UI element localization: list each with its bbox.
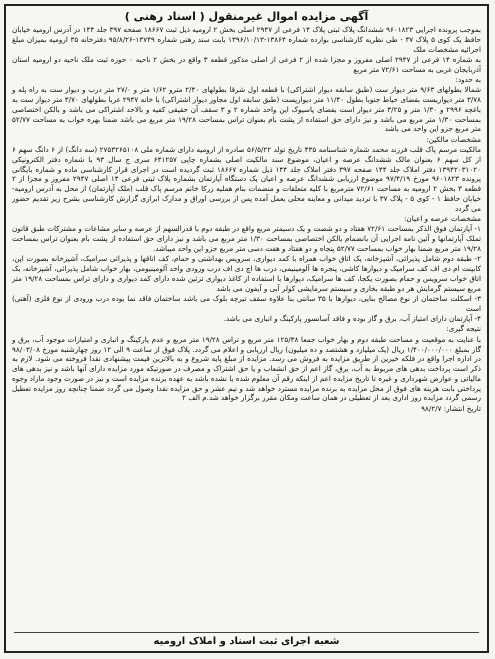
footer-divider (14, 632, 479, 633)
publication-date: تاریخ انتشار: ۹۸/۲/۷ (421, 403, 481, 413)
notice-title: آگهی مزایده اموال غیرمنقول ( اسناد رهنی ) (124, 10, 369, 23)
paragraph-intro: بموجب پرونده اجرایی ۹۶۰۱۸۲۳ ششدانگ پلاک ثبتی پلاک ۱۴ فرعی از ۲۹۴۷ اصلی بخش ۲ ارومیه ذیل ثبت ۱۸۶۶۷ صفحه ۳۹۷ جلد ۱۴۴ در آدرس ارومیه خیابان حافظ یک کوی ۵ پلاک ۳۷ - طی نظریه کارشناسی بوارده شماره ۱۳۸۶۴-۱۳۹۶/۱۰/۱۳ بابت سند رهنی شماره ۱۳۷۴۹-۹۵/۸/۲۶ دفترخانه ۳۵ ارومیه بمیزان مبلغ اجرائیه مشخصات ملک (12, 25, 481, 54)
paragraph-conclusion-heading: نتیجه گیری: (446, 324, 481, 334)
paragraph-plaque: به شماره ۱۴ فرعی از ۲۹۴۷ اصلی مفروز و مجزا شده از ۲ فرعی از اصلی مذکور قطعه ۳ واقع در بخش ۲ ناحیه ۰ حوزه ثبت ملک ناحیه دو ارومیه استان آذربایجان غربی به مساحت ۷۲/۶۱ متر مربع (12, 54, 482, 74)
paragraph-spec-2: ۲- طبقه دوم شامل پذیرائی، آشپزخانه، یک اتاق خواب همراه با کمد دیواری، سرویس بهداشتی و حمام، کف اتاقها و پذیرائی سرامیک، آشپزخانه بصورت اپن، کابینت ام دی اف کف سرامیک و دیوارها کاشی، پنجره ها آلومینیمی، درب ها اچ دی اف درب ورودی واحد آلومینیومی، بهار خواب شامل پذیرائی، آشپزخانه، یک اتاق خواب سرویس و حمام بصورت یکجا، کف ها سرامیک، دیوارها با استفاده از کاغذ دیواری تزئین شده دارای کمد دیواری و دارای تراس بمساحت ۱۹/۲۸ متر مربع سیستم گرمایش هر دو طبقه بخاری و سیستم سرمایشی کولر آبی و آیفون می باشد (12, 254, 481, 293)
paragraph-owners-heading: مشخصات مالکین: (426, 134, 481, 144)
paragraph-spec-3: ۳- اسکلت ساختمان از نوع مصالح بنایی، دیوارها با ۳۵ سانتی بنا علاوه سقف تیرچه بلوک می باشد ساختمان فاقد نما بوده درب ورودی از نوع فلزی (آهنی) است (12, 294, 481, 313)
paragraph-owners: مالکیت مرسم پاک قلب فرزند محمد شماره شناسنامه ۴۳۵ تاریخ تولد ۵۶/۵/۲۲ صادره از ارومیه دارای شماره ملی ۲۷۵۳۲۶۵۱۰۸ (سه دانگ) از ۶ دانگ سهم ۶ از کل سهم ۶ بعنوان مالک ششدانگ عرصه و اعیان، موضوع سند مالکیت اصلی بشماره چاپی ۶۴۱۲۵۷ سری ج سال ۹۳ با شماره دفتر الکترونیکی ۱۳۹۴۲۰۳۱۰۲۰ دفتر املاک جلد ۱۴۴ صفحه ۳۹۷ دفتر املاک جلد ۱۴۴ ذیل شماره ۱۸۶۶۷ ثبت گردیده است در اجرای قرار کارشناسی ماده و شماره بایگانی پرونده ۹۶۰۱۸۲۳ مورخ ۹۷/۴/۱۹ موضوع ارزیابی ششدانگ عرصه و اعیان یک دستگاه آپارتمان بشماره پلاک ثبتی فرعی ۱۴ اصلی ۲۹۴۷ مفروز و مجزا از ۲ قطعه ۳ بخش ۲ ارومیه به مساحت ۷۲/۶۱ مترمربع با کلیه متعلقات و منضمات بنام هملیه زرکا خانم مرسم پاک قلب (ملک آپارتمان) از محل به آدرس ارومیه- خیابان حافظ ۱ - کوی ۵ - پلاک ۳۷ با تردید میدانی و معاینه محلی بعمل آمده پس از بررسی اوراق و مدارک ابرازی گزارش کارشناسی بشرح زیر تقدیم حضور می گردد (12, 145, 482, 213)
paragraph-bounds-heading: به حدود: (455, 74, 481, 84)
paragraph-bounds: شمالا بطولهای ۹/۶۳ متر دیوار ست (طبق سابقه دیوار اشتراکی) با قطعه اول شرقا بطولهای ۲/۴۰ مترو ۱/۶۲ متر و ۲۷/۰ متر درب و دیوار ست به راه پله و ۳/۷۸ متر دیواریست بفضای حیاط جنوبا بطول ۱۱/۴۰ متر دیواریست (طبق سابقه اول مجاور دیوار اشتراکی) با خانه ۲۹۴۷ غربا بطولهای ۳/۷۰ متر دیوار ست به باغچه ۲۹۹۶ و ۱/۳۰ متر و ۳/۲۵ متر دیوار است بفضای پاسیوک این واحد شماره ۲ و ۳ سقف آن حقیقی کفیه و بالاحد اشتراکی می باشد و بالکن اختصاصی بمساحت ۱/۳۰ متر مربع می باشد و نیز دارای حق استفاده از پشت بام بعنوان تراس بمساحت ۱۹/۲۸ متر مربع می باشد ضمنا بهره خواب به مساحت ۵۲/۷۷ متر مربع جزو این واحد می باشد (12, 85, 482, 134)
notice-body (12, 25, 481, 414)
paragraph-conclusion: با عنایت به موقعیت و مساحت طبقه دوم و بهار خواب جمعا ۱۲۵/۳۸ متر مربع و تراس ۱۹/۲۸ متر مربع و عدم پارکینگ و انباری و امتیازات موجود آب، برق و گاز بمبلغ ۱/۴۰۰/۰۰۰/۰۰۰ ریال (یک میلیارد و هشتصد و ده میلیون) ریال ارزیابی و اعلام می گردد. پلاک فوق از ساعت ۹ الی ۱۲ روز چهارشنبه مورخ ۹۸/۰۳/۰۸ در اداره اجرا واقع در فلکه خیرین از طریق مزایده به فروش می رسد. مزایده از مبلغ پایه شروع و به بالاترین قیمت پیشنهادی نقدا فروخته می شود. لازم به ذکر است پرداخت بدهی های مربوط به آب، برق، گاز اعم از حق انشعاب و یا حق اشتراک و مصرف در صورتیکه مورد مزایده دارای آنها باشد و نیز بدهی های مالیاتی و عوارض شهرداری و غیره تا تاریخ مزایده اعم از اینکه رقم آن معلوم شده یا نشده باشد به عهده برنده مزایده است و نیز در صورت وجود مازاد وجوه پرداختی بابت هزینه های فوق از محل مزایده به برنده مزایده مسترد خواهد شد و نیم عشر و حق مزایده نقدا وصول می گردد ضمنا چنانچه روز مزایده تعطیل رسمی گردد مزایده روز اداری بعد از تعطیلی در همان ساعت ومکان مقرر برگزار خواهد شد.م الف ۲ (12, 334, 481, 403)
paragraph-spec-4: ۴- آپارتمان دارای امتیاز آب، برق و گاز بوده و فاقد آسانسور پارکینگ و انباری می باشد. (223, 314, 481, 324)
auction-notice (4, 4, 489, 653)
paragraph-specs-heading: مشخصات عرصه و اعیان: (404, 214, 481, 224)
paragraph-spec-1: ۱- آپارتمان فوق الذکر بمساحت ۷۲/۶۱ هفتاد و دو شصت و یک دسیمتر مربع واقع در طبقه دوم با قدرالسهم از عرصه و سایر مشاعات و مشترکات طبق قانون تملک آپارتمانها و آئین نامه اجرایی آن بانضمام بالکن اختصاصی بمساحت ۱/۳۰ متر مربع می باشد و نیز دارای حق استفاده از پشت بام بعنوان تراس بمساحت ۱۹/۲۸ متر مربع ضمنا بهار خواب بمساحت ۵۲/۷۷ پنجاه و دو هفتاد و هفت دسی متر مربع جزو این واحد میباشد. (12, 224, 481, 254)
notice-footer: شعبه اجرای ثبت اسناد و املاک ارومیه (153, 636, 340, 647)
